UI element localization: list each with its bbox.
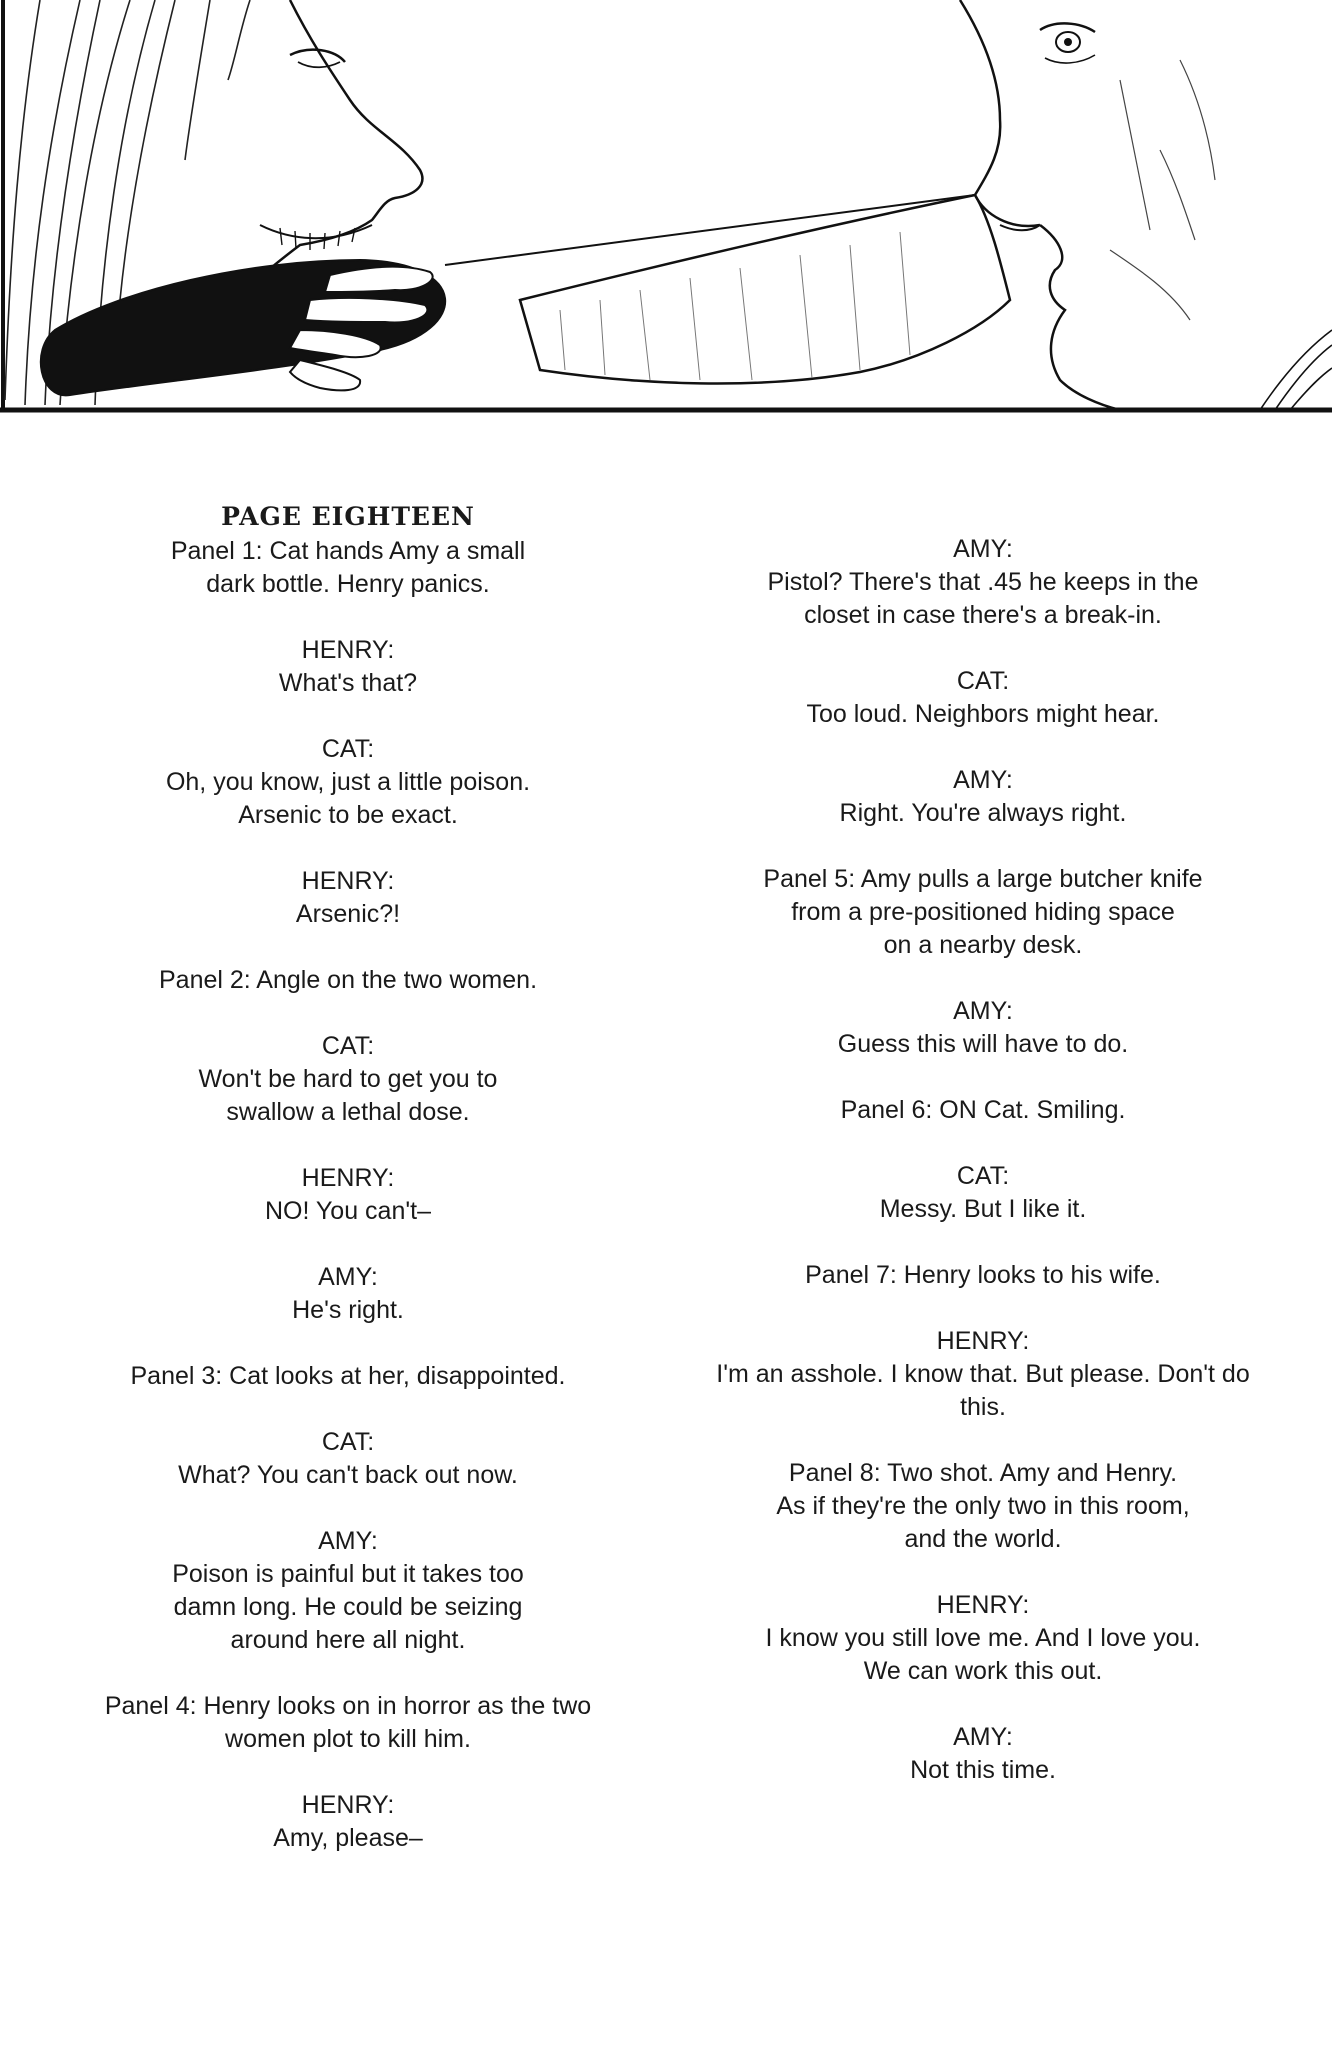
script-block: HENRY: I know you still love me. And I love you. We can work this out.	[765, 1591, 1201, 1685]
script-block: CAT: Too loud. Neighbors might hear.	[806, 667, 1160, 728]
script-block: Panel 2: Angle on the two women.	[158, 966, 538, 994]
script-block: AMY: Poison is painful but it takes too damn long. He could be seizing around here all night.	[172, 1527, 524, 1654]
script-left-column	[58, 500, 638, 1855]
script-block: Panel 7: Henry looks to his wife.	[805, 1261, 1161, 1289]
script-block: Panel 8: Two shot. Amy and Henry. As if they're the only two in this room, and the world.	[776, 1459, 1190, 1553]
script-block: CAT: What? You can't back out now.	[178, 1428, 518, 1489]
page-heading: PAGE EIGHTEEN	[221, 502, 475, 531]
script-block: HENRY: NO! You can't–	[264, 1164, 431, 1225]
script-block: AMY: Pistol? There's that .45 he keeps in the closet in case there's a break-in.	[767, 535, 1199, 629]
script-block: HENRY: Arsenic?!	[295, 867, 401, 928]
script-block: HENRY: Amy, please–	[273, 1791, 423, 1852]
script-block: Panel 5: Amy pulls a large butcher knife from a pre-positioned hiding space on a nearby desk.	[763, 865, 1203, 959]
script-block: Panel 1: Cat hands Amy a small dark bottle. Henry panics.	[170, 537, 526, 598]
script-block: CAT: Oh, you know, just a little poison. Arsenic to be exact.	[165, 735, 531, 829]
script-right-column	[693, 533, 1273, 1787]
knife-scene-drawing	[0, 0, 1332, 416]
script-block: AMY: Guess this will have to do.	[837, 997, 1129, 1058]
script-block: Panel 4: Henry looks on in horror as the two women plot to kill him.	[104, 1692, 592, 1753]
script-block: CAT: Messy. But I like it.	[879, 1162, 1087, 1223]
script-block: CAT: Won't be hard to get you to swallow a lethal dose.	[198, 1032, 498, 1126]
script-block: Panel 6: ON Cat. Smiling.	[840, 1096, 1126, 1124]
script-block: AMY: Not this time.	[910, 1723, 1056, 1784]
script-block: AMY: He's right.	[292, 1263, 404, 1324]
script-block: AMY: Right. You're always right.	[839, 766, 1127, 827]
script-block: HENRY: I'm an asshole. I know that. But please. Don't do this.	[716, 1327, 1250, 1421]
script-block: Panel 3: Cat looks at her, disappointed.	[130, 1362, 566, 1390]
comic-panel-illustration	[0, 0, 1332, 416]
script-block: HENRY: What's that?	[278, 636, 418, 697]
